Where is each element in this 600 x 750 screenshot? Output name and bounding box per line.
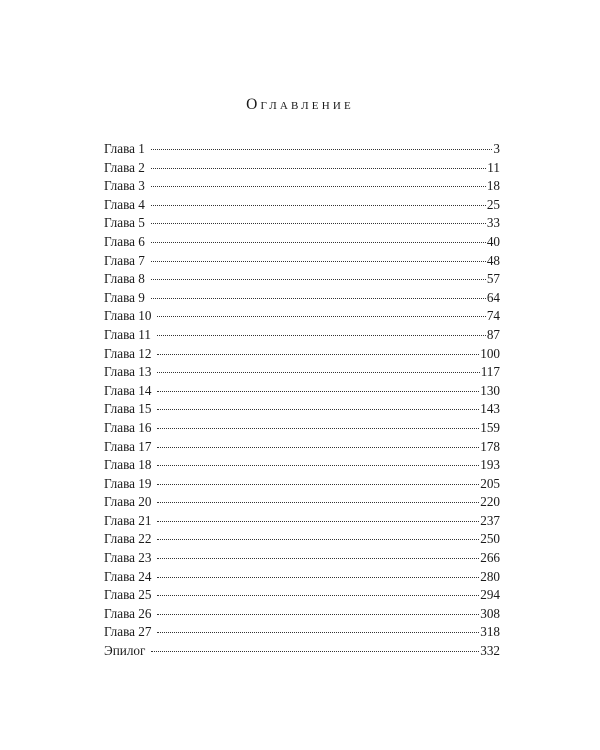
toc-entry-label: Глава 2 xyxy=(104,159,145,175)
toc-entry xyxy=(104,233,500,252)
toc-entry xyxy=(104,605,500,624)
toc-entry-label: Глава 14 xyxy=(104,382,152,398)
toc-entry xyxy=(104,530,500,549)
dot-leader xyxy=(151,279,486,280)
toc-entry-page-number: 117 xyxy=(480,364,500,380)
dot-leader xyxy=(151,261,486,262)
toc-entry xyxy=(104,214,500,233)
toc-entry xyxy=(104,568,500,587)
toc-entry xyxy=(104,345,500,364)
toc-entry-page-number: 48 xyxy=(486,252,500,268)
toc-entry-label: Глава 15 xyxy=(104,401,152,417)
toc-entry-label: Глава 16 xyxy=(104,419,152,435)
toc-entry-page-number: 294 xyxy=(480,587,500,603)
toc-entry xyxy=(104,326,500,345)
toc-entry xyxy=(104,642,500,661)
toc-entry-label: Глава 26 xyxy=(104,605,152,621)
toc-entry-label: Глава 5 xyxy=(104,215,145,231)
toc-entry xyxy=(104,177,500,196)
toc-entry-label: Глава 12 xyxy=(104,345,152,361)
toc-entry-label: Глава 6 xyxy=(104,233,145,249)
dot-leader xyxy=(151,186,486,187)
toc-entry xyxy=(104,363,500,382)
dot-leader xyxy=(157,632,479,633)
toc-entry-page-number: 40 xyxy=(486,233,500,249)
toc-entry-label: Глава 10 xyxy=(104,308,152,324)
toc-entry-page-number: 87 xyxy=(486,326,500,342)
toc-entry xyxy=(104,549,500,568)
toc-entry-label: Глава 19 xyxy=(104,475,152,491)
toc-entry-label: Глава 17 xyxy=(104,438,152,454)
toc-entry-page-number: 205 xyxy=(480,475,500,491)
dot-leader xyxy=(157,316,485,317)
dot-leader xyxy=(157,521,479,522)
dot-leader xyxy=(157,614,479,615)
dot-leader xyxy=(151,223,486,224)
dot-leader xyxy=(151,242,486,243)
toc-entry-page-number: 33 xyxy=(486,215,500,231)
dot-leader xyxy=(157,484,479,485)
dot-leader xyxy=(157,502,479,503)
toc-entry-label: Глава 22 xyxy=(104,531,152,547)
toc-entry-page-number: 143 xyxy=(480,401,500,417)
toc-entry xyxy=(104,623,500,642)
toc-entry xyxy=(104,307,500,326)
dot-leader xyxy=(151,149,493,150)
toc-entry xyxy=(104,586,500,605)
toc-entry-label: Глава 11 xyxy=(104,326,151,342)
toc-entry-page-number: 18 xyxy=(486,178,500,194)
dot-leader xyxy=(151,168,486,169)
dot-leader xyxy=(151,298,486,299)
toc-entry xyxy=(104,512,500,531)
dot-leader xyxy=(157,409,479,410)
toc-entry-page-number: 280 xyxy=(480,568,500,584)
dot-leader xyxy=(151,651,479,652)
toc-entry-label: Глава 18 xyxy=(104,457,152,473)
toc-entry xyxy=(104,456,500,475)
toc-entry-page-number: 220 xyxy=(480,494,500,510)
table-of-contents xyxy=(104,140,500,661)
toc-entry-page-number: 57 xyxy=(486,271,500,287)
dot-leader xyxy=(157,391,479,392)
toc-entry-label: Глава 9 xyxy=(104,289,145,305)
toc-entry xyxy=(104,400,500,419)
toc-entry-label: Глава 3 xyxy=(104,178,145,194)
toc-entry xyxy=(104,252,500,271)
toc-entry-page-number: 11 xyxy=(487,159,500,175)
toc-entry xyxy=(104,382,500,401)
toc-entry-label: Глава 24 xyxy=(104,568,152,584)
toc-entry xyxy=(104,438,500,457)
toc-entry-page-number: 237 xyxy=(480,512,500,528)
toc-entry xyxy=(104,140,500,159)
toc-entry-label: Глава 27 xyxy=(104,624,152,640)
dot-leader xyxy=(157,354,479,355)
toc-entry xyxy=(104,493,500,512)
toc-entry-page-number: 332 xyxy=(480,643,500,659)
toc-entry-page-number: 178 xyxy=(480,438,500,454)
toc-entry-label: Глава 21 xyxy=(104,512,152,528)
dot-leader xyxy=(157,335,486,336)
toc-entry xyxy=(104,475,500,494)
dot-leader xyxy=(157,428,479,429)
toc-entry-label: Глава 1 xyxy=(104,141,145,156)
toc-entry-page-number: 250 xyxy=(480,531,500,547)
toc-entry-page-number: 308 xyxy=(480,605,500,621)
toc-entry xyxy=(104,289,500,308)
toc-entry xyxy=(104,196,500,215)
toc-entry xyxy=(104,159,500,178)
toc-entry-page-number: 266 xyxy=(480,550,500,566)
toc-entry-page-number: 193 xyxy=(480,457,500,473)
toc-entry-label: Глава 8 xyxy=(104,271,145,287)
toc-entry-label: Глава 25 xyxy=(104,587,152,603)
toc-entry-page-number: 318 xyxy=(480,624,500,640)
toc-entry-page-number: 130 xyxy=(480,382,500,398)
toc-entry-label: Глава 13 xyxy=(104,364,152,380)
toc-entry-page-number: 3 xyxy=(493,141,500,156)
toc-entry-label: Глава 23 xyxy=(104,550,152,566)
dot-leader xyxy=(157,558,479,559)
toc-entry-label: Глава 20 xyxy=(104,494,152,510)
dot-leader xyxy=(151,205,486,206)
dot-leader xyxy=(157,577,479,578)
toc-entry-page-number: 159 xyxy=(480,419,500,435)
toc-entry-page-number: 100 xyxy=(480,345,500,361)
dot-leader xyxy=(157,539,479,540)
dot-leader xyxy=(157,465,479,466)
toc-entry xyxy=(104,419,500,438)
toc-title: Оглавление xyxy=(246,96,354,114)
toc-entry-label: Глава 7 xyxy=(104,252,145,268)
toc-entry-label: Эпилог xyxy=(104,643,146,659)
dot-leader xyxy=(157,372,479,373)
dot-leader xyxy=(157,447,479,448)
toc-entry-page-number: 25 xyxy=(486,196,500,212)
toc-entry xyxy=(104,270,500,289)
toc-entry-page-number: 74 xyxy=(486,308,500,324)
dot-leader xyxy=(157,595,479,596)
toc-entry-page-number: 64 xyxy=(486,289,500,305)
toc-entry-label: Глава 4 xyxy=(104,196,145,212)
